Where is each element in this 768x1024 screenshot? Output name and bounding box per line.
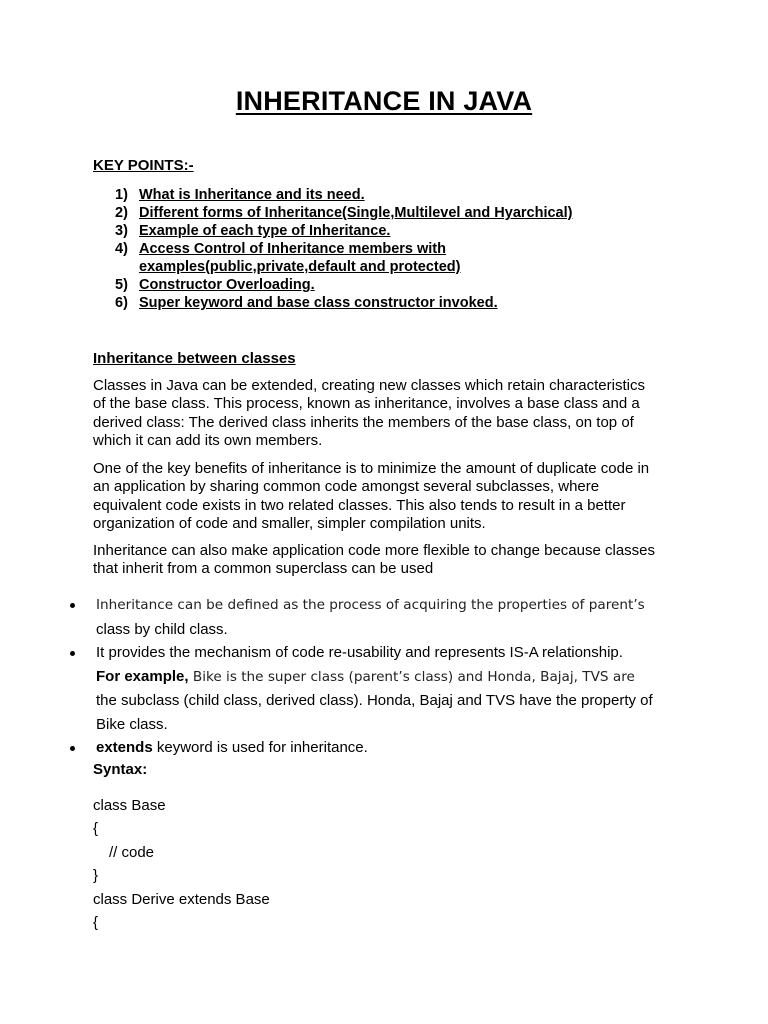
syntax-label: Syntax: xyxy=(93,761,148,778)
bullet-icon xyxy=(70,746,75,751)
code-line: // code xyxy=(109,843,155,861)
key-point-item xyxy=(93,240,693,276)
code-block xyxy=(93,794,270,934)
key-points-heading: KEY POINTS:- xyxy=(93,157,194,174)
key-point-item xyxy=(93,204,693,222)
bullet-list xyxy=(60,593,700,760)
paragraph-1 xyxy=(93,377,683,450)
code-line: class Derive extends Base xyxy=(93,890,270,908)
document-title: INHERITANCE IN JAVA xyxy=(235,86,533,116)
keyword-text: extends xyxy=(96,739,153,756)
key-point-number: 1) xyxy=(115,187,128,203)
bullet-text: keyword is used for inheritance. xyxy=(152,739,368,756)
paragraph-line: of the base class. This process, known as inheritance, involves a base class and a xyxy=(93,395,640,413)
code-line: { xyxy=(93,914,99,932)
paragraph-line: an application by sharing common code amongst several subclasses, where xyxy=(93,478,600,496)
bullet-text: It provides the mechanism of code re-usability and represents IS-A relationship. xyxy=(96,644,623,661)
key-point-text-continued: examples(public,private,default and protected) xyxy=(139,259,461,275)
key-point-item xyxy=(93,186,693,204)
code-line: class Base xyxy=(93,797,166,814)
bullet-text: Inheritance can be defined as the process of acquiring the properties of parent’s xyxy=(96,597,645,613)
key-point-text: Super keyword and base class constructor invoked. xyxy=(139,295,498,311)
bullet-text: Bike is the super class (parent’s class) and Honda, Bajaj, TVS are xyxy=(188,668,635,685)
bullet-text: class by child class. xyxy=(96,620,228,638)
section-heading: Inheritance between classes xyxy=(93,350,296,367)
paragraph-line: Classes in Java can be extended, creating new classes which retain characteristics xyxy=(93,377,645,394)
code-line: } xyxy=(93,867,99,885)
key-point-text: Example of each type of Inheritance. xyxy=(139,223,391,239)
paragraph-line: that inherit from a common superclass can be used xyxy=(93,560,434,578)
key-point-text: Different forms of Inheritance(Single,Multilevel and Hyarchical) xyxy=(139,205,573,221)
bullet-item xyxy=(60,641,700,736)
paragraph-line: equivalent code exists in two related classes. This also tends to result in a better xyxy=(93,496,626,514)
bullet-icon xyxy=(70,651,75,656)
key-point-text: Access Control of Inheritance members with xyxy=(139,241,446,257)
code-line: { xyxy=(93,820,99,838)
bullet-icon xyxy=(70,603,75,608)
key-point-item xyxy=(93,222,693,240)
key-points-list xyxy=(93,186,693,312)
key-point-item xyxy=(93,276,693,294)
paragraph-2 xyxy=(93,460,683,533)
key-point-number: 2) xyxy=(115,205,128,221)
paragraph-line: derived class: The derived class inherits the members of the base class, on top of xyxy=(93,413,634,431)
paragraph-line: organization of code and smaller, simpler compilation units. xyxy=(93,514,486,532)
paragraph-3 xyxy=(93,542,683,579)
key-point-item xyxy=(93,294,693,312)
paragraph-line: which it can add its own members. xyxy=(93,431,323,449)
key-point-number: 5) xyxy=(115,277,128,293)
bullet-text: Bike class. xyxy=(96,715,168,733)
bullet-text: the subclass (child class, derived class). Honda, Bajaj and TVS have the property of xyxy=(96,692,653,709)
key-point-text: Constructor Overloading. xyxy=(139,277,315,293)
key-point-number: 4) xyxy=(115,241,128,257)
paragraph-line: Inheritance can also make application code more flexible to change because classes xyxy=(93,542,656,559)
key-point-number: 3) xyxy=(115,223,128,239)
key-point-number: 6) xyxy=(115,295,128,311)
example-label: For example, xyxy=(96,667,189,685)
key-point-text: What is Inheritance and its need. xyxy=(139,187,365,203)
bullet-item xyxy=(60,593,700,641)
paragraph-line: One of the key benefits of inheritance is to minimize the amount of duplicate code in xyxy=(93,460,650,477)
bullet-item xyxy=(60,736,700,760)
